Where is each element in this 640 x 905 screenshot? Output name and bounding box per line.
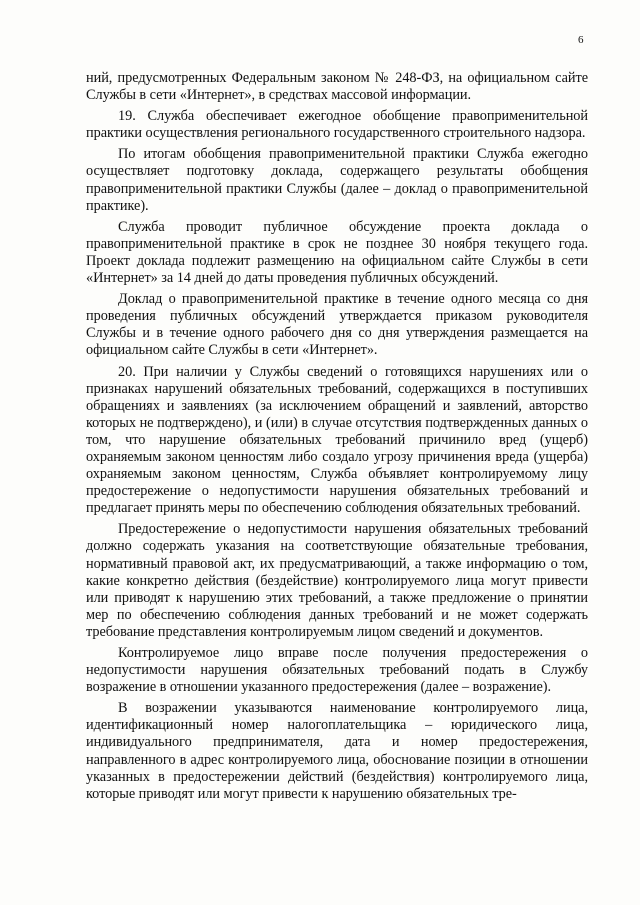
paragraph-19: 19. Служба обеспечивает ежегодное обобщение правоприменительной практики осуществления регионального государственного строительного надзора. (86, 108, 588, 142)
paragraph-continuation: ний, предусмотренных Федеральным законом № 248-ФЗ, на официальном сайте Службы в сети «Интернет», в средствах массовой информации. (86, 70, 588, 104)
page-number: 6 (578, 34, 584, 46)
paragraph: Служба проводит публичное обсуждение проекта доклада о правоприменительной практике в срок не позднее 30 ноября текущего года. Проект доклада подлежит размещению на официальном сайте Службы в сети «Интернет» за 14 дней до даты проведения публичных обсуждений. (86, 218, 588, 287)
paragraph-20: 20. При наличии у Службы сведений о готовящихся нарушениях или о признаках нарушений обязательных требований, содержащихся в поступивших обращениях и заявлениях (за исключением обращений и заявлений, авторство которых не подтверждено), и (или) в случае отсутствия подтвержденных данных о том, что нарушение обязательных требований причинило вред (ущерб) охраняемым законом ценностям либо создало угрозу причинения вреда (ущерба) охраняемым законом ценностям, Служба объявляет контролируемому лицу предостережение о недопустимости нарушения обязательных требований и предлагает принять меры по обеспечению соблюдения обязательных требований. (86, 363, 588, 517)
paragraph: Контролируемое лицо вправе после получения предостережения о недопустимости нарушения обязательных требований подать в Службу возражение в отношении указанного предостережения (далее – возражение). (86, 645, 588, 696)
paragraph: По итогам обобщения правоприменительной практики Служба ежегодно осуществляет подготовку доклада, содержащего результаты обобщения правоприменительной практики Службы (далее – доклад о правоприменительной практике). (86, 146, 588, 214)
paragraph: Доклад о правоприменительной практике в течение одного месяца со дня проведения публичных обсуждений утверждается приказом руководителя Службы и в течение одного рабочего дня со дня утверждения размещается на официальном сайте Службы в сети «Интернет». (86, 291, 588, 359)
document-body (86, 70, 588, 807)
paragraph: В возражении указываются наименование контролируемого лица, идентификационный номер налогоплательщика – юридического лица, индивидуального предпринимателя, дата и номер предостережения, направленного в адрес контролируемого лица, обоснование позиции в отношении указанных в предостережении действий (бездействия) контролируемого лица, которые приводят или могут привести к нарушению обязательных тре- (86, 700, 588, 802)
paragraph: Предостережение о недопустимости нарушения обязательных требований должно содержать указания на соответствующие обязательные требования, нормативный правовой акт, их предусматривающий, а также информацию о том, какие конкретно действия (бездействие) контролируемого лица могут привести или приводят к нарушению этих требований, а также предложение о принятии мер по обеспечению соблюдения данных требований и не может содержать требование представления контролируемым лицом сведений и документов. (86, 521, 588, 640)
